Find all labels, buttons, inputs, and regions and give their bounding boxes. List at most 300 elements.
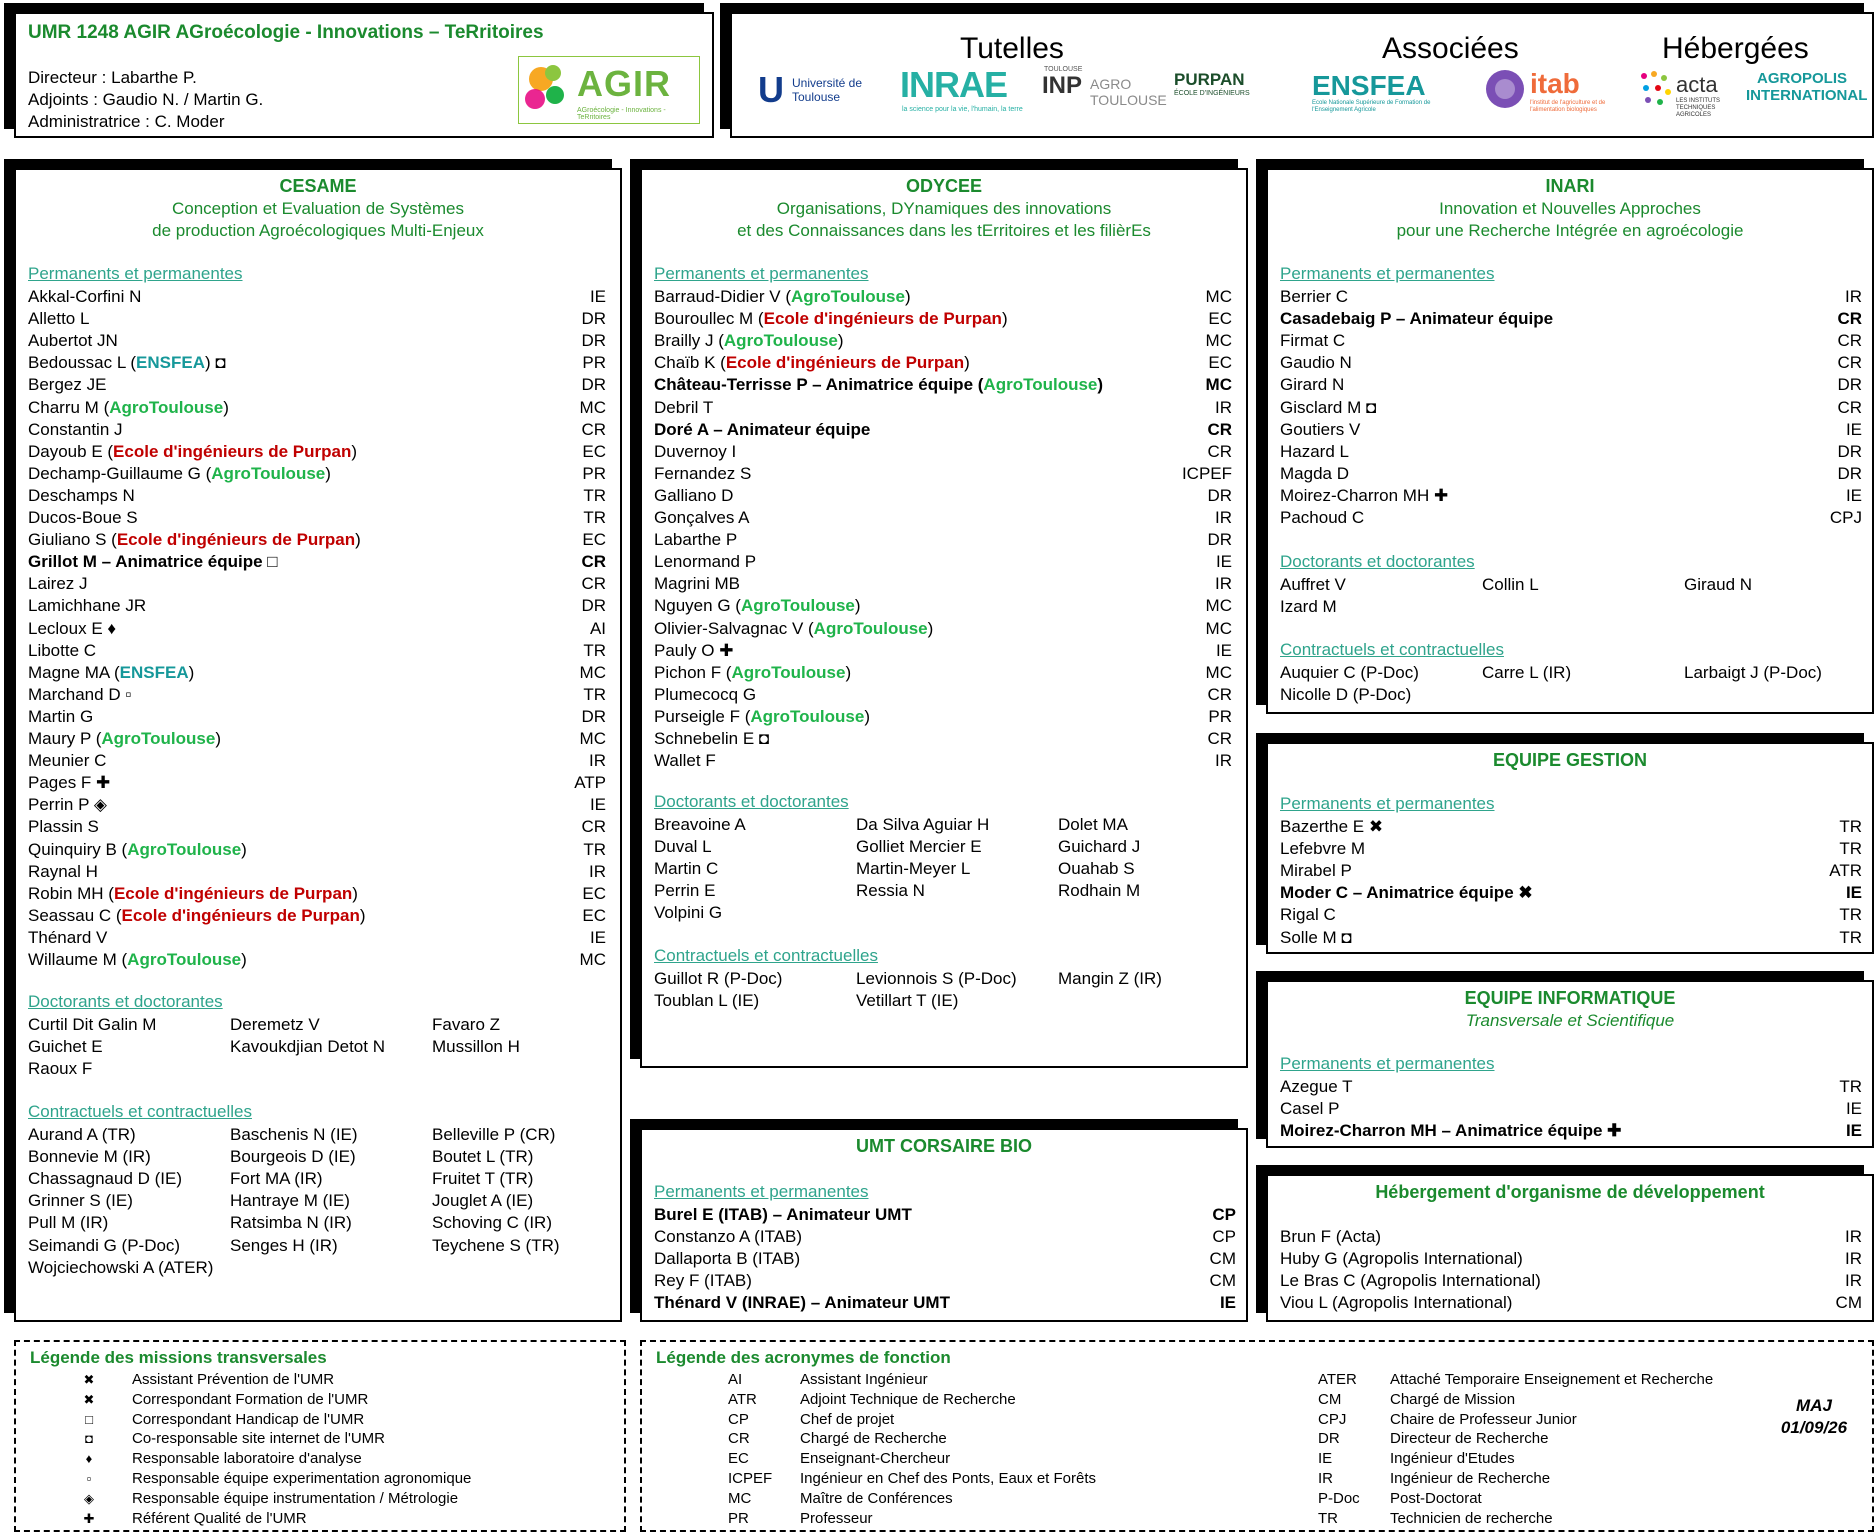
member-row [1280, 1270, 1862, 1292]
acronym-meaning: Technicien de recherche [1390, 1509, 1553, 1527]
member-row [1280, 485, 1862, 507]
update-label: MAJ [1796, 1396, 1832, 1415]
acronym-meaning: Chaire de Professeur Junior [1390, 1410, 1577, 1428]
member-name: Purseigle F ( [654, 706, 751, 726]
member-name: Lamichhane JR [28, 596, 147, 616]
member-name: Pachoud C [1280, 508, 1365, 527]
member-grade: EC [1208, 353, 1232, 373]
member-grade: DR [581, 309, 606, 329]
member-org: AgroToulouse [211, 463, 326, 483]
member-grade: ATP [574, 773, 606, 793]
tutelles-label: Tutelles [960, 32, 1064, 65]
member-grade: CR [1837, 353, 1862, 373]
cesame-subtitle-2: de production Agroécologiques Multi-Enjeux [152, 221, 484, 240]
odycee-panel [640, 168, 1248, 1068]
member-row [654, 706, 1232, 728]
gestion-title: EQUIPE GESTION [1492, 750, 1648, 770]
member-grade: TR [583, 485, 606, 505]
member-row [654, 1270, 1236, 1292]
umt-title: UMT CORSAIRE BIO [855, 1136, 1032, 1156]
member-name: Debril T [654, 397, 714, 417]
member-name: Solle M ◘ [1280, 927, 1352, 947]
member-grade: TR [1839, 1077, 1862, 1096]
member-org: Ecole d'ingénieurs de Purpan [763, 309, 1002, 329]
acronym-meaning: Chargé de Mission [1390, 1390, 1516, 1408]
cesame-doct-heading: Doctorants et doctorantes [28, 992, 223, 1011]
member-row [1280, 397, 1862, 419]
member-row [1280, 352, 1862, 374]
member-cell: Martin C [654, 859, 719, 879]
member-name-suffix: ) [964, 353, 970, 373]
member-name: Bazerthe E ✖ [1280, 817, 1384, 836]
member-cell: Mangin Z (IR) [1058, 969, 1162, 988]
acronym-meaning: Post-Doctorat [1390, 1489, 1482, 1507]
member-name: Magda D [1280, 463, 1349, 483]
member-cell: Auffret V [1280, 575, 1346, 594]
member-name: Constantin J [28, 419, 123, 439]
member-name-suffix: ) [351, 441, 358, 461]
acronym-code: CP [728, 1410, 749, 1428]
acronym-meaning: Chef de projet [800, 1410, 895, 1428]
member-cell: Guichet E [28, 1037, 103, 1057]
member-cell: Boutet L (TR) [432, 1147, 534, 1167]
member-cell: Chassagnaud D (IE) [28, 1169, 183, 1189]
member-name: Rigal C [1280, 905, 1336, 925]
member-name: Ducos-Boue S [28, 508, 138, 527]
update-date: 01/09/26 [1780, 1418, 1848, 1437]
member-grade: IE [1845, 1121, 1862, 1141]
member-grade: IR [1845, 287, 1862, 306]
ensfea-sub: Ecole Nationale Supérieure de Formation de l'Enseignement Agricole [1312, 100, 1431, 113]
member-grade: EC [582, 441, 606, 461]
member-name: Hazard L [1280, 441, 1349, 461]
member-grade: CPJ [1829, 508, 1862, 527]
member-name-suffix: ) [325, 463, 331, 483]
member-org: Ecole d'ingénieurs de Purpan [121, 905, 360, 925]
member-cell: Larbaigt J (P-Doc) [1684, 663, 1822, 682]
member-row [28, 529, 606, 551]
member-row [654, 1204, 1236, 1226]
member-row [1280, 374, 1862, 396]
member-cell: Rodhain M [1058, 881, 1141, 901]
member-name: Brun F (Acta) [1280, 1227, 1382, 1246]
member-row [28, 397, 606, 419]
member-grade: CR [581, 419, 606, 439]
odycee-subtitle-2: et des Connaissances dans les tErritoires et les filièrEs [737, 221, 1151, 240]
member-row [28, 618, 606, 640]
member-name: Meunier C [28, 751, 107, 771]
associees-label: Associées [1382, 32, 1519, 65]
member-row [28, 839, 606, 861]
inari-panel [1266, 168, 1874, 714]
member-row [654, 750, 1232, 772]
member-grade: ATR [1829, 861, 1862, 881]
member-grade: CM [1209, 1271, 1236, 1291]
member-cell: Izard M [1280, 597, 1337, 617]
member-cell: Levionnois S (P-Doc) [856, 969, 1017, 988]
member-cell: Fruitet T (TR) [432, 1169, 534, 1189]
member-name-suffix: ) [355, 530, 361, 550]
member-org: AgroToulouse [101, 729, 216, 748]
member-cell: Curtil Dit Galin M [28, 1015, 157, 1034]
acronym-code: P-Doc [1318, 1489, 1360, 1507]
member-name: Château-Terrisse P – Animatrice équipe ( [654, 375, 984, 395]
member-row [654, 286, 1232, 308]
member-cell: Bourgeois D (IE) [230, 1147, 356, 1167]
member-row [28, 728, 606, 750]
member-name: Firmat C [1280, 331, 1346, 351]
member-grade: TR [583, 839, 606, 859]
member-grade: IR [589, 751, 606, 771]
inrae-text: INRAE [900, 64, 1008, 105]
member-cell: Favaro Z [432, 1015, 501, 1034]
member-org: AgroToulouse [109, 397, 224, 417]
acronym-code: CPJ [1318, 1410, 1347, 1428]
member-cell: Fort MA (IR) [230, 1169, 323, 1189]
agro-toulouse-text: AGRO TOULOUSE [1090, 76, 1167, 108]
member-grade: EC [582, 530, 606, 550]
inrae-logo [900, 64, 1024, 120]
cesame-contr-heading: Contractuels et contractuelles [28, 1102, 252, 1121]
member-name-suffix: ) [837, 331, 844, 351]
member-row [654, 463, 1232, 485]
member-name: Charru M ( [28, 397, 110, 417]
mission-symbol: ▫ [86, 1471, 92, 1486]
member-org: AgroToulouse [127, 950, 242, 969]
member-cell: Perrin E [654, 881, 716, 901]
acronym-meaning: Chargé de Recherche [800, 1430, 947, 1448]
member-name: Lairez J [28, 574, 88, 594]
member-row [28, 551, 606, 573]
mission-label: Référent Qualité de l'UMR [132, 1509, 307, 1527]
member-cell: Senges H (IR) [230, 1235, 338, 1255]
mission-label: Responsable équipe experimentation agronomique [132, 1470, 472, 1487]
inp-text: INP [1042, 72, 1083, 99]
member-row [1280, 286, 1862, 308]
member-cell: Baschenis N (IE) [230, 1125, 358, 1144]
member-org: ENSFEA [136, 353, 206, 373]
member-row [654, 551, 1232, 573]
member-row [28, 595, 606, 617]
agropolis-logo [1746, 70, 1868, 114]
member-cell: Guichard J [1058, 837, 1141, 857]
member-row [1280, 1248, 1862, 1270]
member-row [1280, 308, 1862, 330]
director: Directeur : Labarthe P. [28, 68, 197, 87]
member-row [28, 816, 606, 838]
acronym-meaning: Directeur de Recherche [1390, 1430, 1549, 1448]
cesame-panel [14, 168, 622, 1322]
member-name: Mirabel P [1280, 861, 1352, 881]
member-grade: MC [579, 950, 606, 969]
member-row [654, 1292, 1236, 1314]
member-name: Huby G (Agropolis International) [1280, 1249, 1523, 1269]
member-grade: CR [1207, 419, 1232, 439]
member-name: Pages F ✚ [28, 773, 111, 793]
member-grade: DR [1837, 441, 1862, 461]
member-cell: Carre L (IR) [1482, 663, 1572, 682]
member-row [28, 573, 606, 595]
member-row [1280, 1226, 1862, 1248]
member-grade: CR [1837, 331, 1862, 351]
member-row [654, 485, 1232, 507]
member-name: Girard N [1280, 375, 1345, 395]
member-row [654, 419, 1232, 441]
member-row [28, 883, 606, 905]
member-name-suffix: ) [845, 662, 852, 682]
member-name-suffix: ) [927, 618, 934, 638]
member-cell: Guillot R (P-Doc) [654, 969, 783, 988]
member-name: Lefebvre M [1280, 839, 1366, 859]
univ-toulouse-mark: U [758, 69, 784, 110]
member-cell: Wojciechowski A (ATER) [28, 1257, 214, 1277]
member-name-suffix: ) [1097, 375, 1104, 395]
member-row [654, 352, 1232, 374]
member-row [28, 706, 606, 728]
member-name-suffix: ) [215, 729, 221, 748]
member-grade: CP [1212, 1227, 1236, 1247]
inari-perm-heading: Permanents et permanentes [1280, 264, 1495, 283]
member-name: Moirez-Charron MH ✚ [1280, 485, 1449, 505]
member-row [1280, 838, 1862, 860]
member-row [28, 308, 606, 330]
member-name: Dechamp-Guillaume G ( [28, 463, 212, 483]
member-grade: MC [1205, 662, 1232, 682]
inari-doct-heading: Doctorants et doctorantes [1280, 552, 1475, 571]
member-org: ENSFEA [119, 662, 189, 682]
member-row [1280, 927, 1862, 949]
acronym-code: CM [1318, 1390, 1342, 1408]
member-row [1280, 419, 1862, 441]
member-row [28, 772, 606, 794]
umt-perm-heading: Permanents et permanentes [654, 1182, 869, 1201]
inari-contr-heading: Contractuels et contractuelles [1280, 640, 1504, 659]
odycee-subtitle-1: Organisations, DYnamiques des innovations [776, 199, 1112, 218]
ensfea-logo [1312, 70, 1452, 114]
member-row [654, 330, 1232, 352]
member-name: Dallaporta B (ITAB) [654, 1249, 801, 1269]
inari-subtitle-1: Innovation et Nouvelles Approches [1439, 199, 1701, 218]
member-grade: EC [1208, 309, 1232, 329]
legend-acronyms-title: Légende des acronymes de fonction [656, 1348, 951, 1367]
member-name: Constanzo A (ITAB) [654, 1227, 803, 1247]
member-name: Martin G [28, 706, 94, 726]
acta-sub: LES INSTITUTS TECHNIQUES AGRICOLES [1676, 98, 1721, 118]
hebergees-label: Hébergées [1662, 32, 1809, 65]
member-row [1280, 882, 1862, 904]
member-row [654, 662, 1232, 684]
info-panel [1266, 980, 1874, 1148]
member-name-suffix: ) [1001, 309, 1008, 329]
member-org: Ecole d'ingénieurs de Purpan [116, 530, 356, 550]
member-cell: Volpini G [654, 903, 723, 923]
member-grade: IE [1845, 485, 1862, 505]
member-cell: Dolet MA [1058, 815, 1128, 834]
member-row [654, 595, 1232, 617]
mission-symbol: ✖ [83, 1372, 95, 1387]
member-cell: Teychene S (TR) [432, 1235, 560, 1255]
member-grade: EC [582, 905, 606, 925]
member-name: Magrini MB [654, 574, 740, 594]
member-grade: MC [1205, 287, 1232, 306]
member-org: AgroToulouse [740, 596, 855, 616]
member-row [28, 286, 606, 308]
member-grade: IE [1215, 640, 1232, 660]
acronym-code: AI [728, 1371, 743, 1388]
member-cell: Hantraye M (IE) [230, 1191, 350, 1211]
partners-panel [730, 12, 1874, 138]
member-cell: Ressia N [856, 881, 925, 901]
member-cell: Bonnevie M (IR) [28, 1147, 151, 1167]
member-grade: IE [1845, 883, 1862, 903]
member-row [28, 927, 606, 949]
member-grade: DR [1837, 463, 1862, 483]
member-cell: Kavoukdjian Detot N [230, 1037, 385, 1057]
member-name: Aubertot JN [28, 331, 118, 351]
member-name: Pauly O ✚ [654, 640, 734, 660]
member-row [1280, 1076, 1862, 1098]
member-name: Alletto L [28, 309, 90, 329]
member-grade: MC [1205, 596, 1232, 616]
member-name: Burel E (ITAB) – Animateur UMT [654, 1205, 912, 1224]
member-grade: DR [581, 331, 606, 351]
member-cell: Giraud N [1684, 575, 1753, 594]
member-grade: EC [582, 883, 606, 903]
member-name: Nguyen G ( [654, 596, 741, 616]
member-row [28, 640, 606, 662]
acronym-meaning: Ingénieur d'Etudes [1390, 1450, 1515, 1468]
legend-missions-title: Légende des missions transversales [30, 1348, 327, 1367]
member-grade: IR [1845, 1249, 1862, 1269]
deputies: Adjoints : Gaudio N. / Martin G. [28, 90, 264, 109]
member-cell: Nicolle D (P-Doc) [1280, 685, 1412, 705]
member-cell: Breavoine A [654, 815, 746, 834]
member-grade: IE [1219, 1293, 1236, 1313]
member-cell: Da Silva Aguiar H [856, 815, 990, 834]
acronym-code: PR [728, 1509, 749, 1527]
member-row [1280, 860, 1862, 882]
member-row [654, 397, 1232, 419]
member-name: Olivier-Salvagnac V ( [654, 618, 814, 638]
inari-subtitle-2: pour une Recherche Intégrée en agroécologie [1396, 221, 1744, 240]
member-cell: Raoux F [28, 1059, 93, 1079]
itab-text: itab [1530, 68, 1580, 99]
member-grade: IR [1215, 508, 1232, 527]
inp-logo [1042, 66, 1167, 118]
agir-logo-text: AGIR [577, 63, 671, 104]
member-org: AgroToulouse [731, 662, 846, 682]
univ-toulouse-text: Université de Toulouse [792, 76, 863, 104]
mission-label: Correspondant Handicap de l'UMR [132, 1410, 365, 1428]
member-cell: Seimandi G (P-Doc) [28, 1235, 181, 1255]
member-grade: MC [1205, 618, 1232, 638]
member-grade: CR [1207, 441, 1232, 461]
member-name: Perrin P ◈ [28, 795, 107, 815]
member-grade: CR [1837, 397, 1862, 417]
member-row [1280, 507, 1862, 529]
mission-label: Responsable laboratoire d'analyse [132, 1450, 362, 1468]
member-cell: Martin-Meyer L [856, 859, 971, 879]
cesame-perm-heading: Permanents et permanentes [28, 264, 243, 283]
member-row [654, 573, 1232, 595]
member-cell: Duval L [654, 837, 712, 857]
gestion-perm-heading: Permanents et permanentes [1280, 794, 1495, 813]
member-grade: CR [1837, 309, 1862, 329]
acronym-meaning: Enseignant-Chercheur [800, 1450, 951, 1468]
acronym-code: EC [728, 1450, 749, 1468]
member-grade: TR [583, 640, 606, 660]
member-name: Akkal-Corfini N [28, 287, 142, 306]
legend-acronyms-panel [640, 1340, 1874, 1532]
member-grade: MC [1205, 375, 1232, 395]
member-grade: CM [1835, 1293, 1862, 1313]
odycee-perm-heading: Permanents et permanentes [654, 264, 869, 283]
member-grade: DR [1207, 485, 1232, 505]
member-cell: Golliet Mercier E [856, 837, 982, 857]
member-name: Gisclard M ◘ [1280, 397, 1377, 417]
mission-label: Co-responsable site internet de l'UMR [132, 1430, 385, 1448]
inari-title: INARI [1545, 176, 1595, 196]
member-grade: IE [1845, 419, 1862, 439]
purpan-sub: ÉCOLE D'INGÉNIEURS [1174, 90, 1250, 97]
member-row [1280, 330, 1862, 352]
member-name: Fernandez S [654, 463, 752, 483]
member-name: Labarthe P [654, 530, 738, 550]
member-grade: DR [1207, 530, 1232, 550]
member-cell: Grinner S (IE) [28, 1191, 133, 1211]
member-row [28, 507, 606, 529]
member-org: Ecole d'ingénieurs de Purpan [113, 441, 352, 461]
member-cell: Aurand A (TR) [28, 1125, 136, 1144]
member-row [1280, 1120, 1862, 1142]
member-name-suffix: ) [864, 706, 870, 726]
member-row [1280, 904, 1862, 926]
member-grade: TR [1839, 927, 1862, 947]
member-row [28, 463, 606, 485]
member-name: Dayoub E ( [28, 441, 114, 461]
member-name-suffix: ) [223, 397, 229, 417]
mission-symbol: ✖ [83, 1391, 95, 1407]
member-grade: MC [1205, 331, 1232, 351]
member-grade: TR [1839, 817, 1862, 836]
member-grade: PR [1208, 706, 1232, 726]
cesame-title: CESAME [279, 176, 357, 196]
mission-symbol: ♦ [85, 1451, 93, 1467]
member-name: Viou L (Agropolis International) [1280, 1293, 1513, 1313]
member-cell: Jouglet A (IE) [432, 1191, 534, 1211]
member-name: Schnebelin E ◘ [654, 729, 770, 748]
member-name-suffix: ) [241, 950, 247, 969]
info-subtitle: Transversale et Scientifique [1465, 1011, 1675, 1030]
member-row [654, 507, 1232, 529]
member-cell: Schoving C (IR) [432, 1213, 552, 1233]
member-name: Plumecocq G [654, 684, 757, 704]
member-name: Moder C – Animatrice équipe ✖ [1280, 883, 1533, 903]
agropolis-text: AGROPOLIS INTERNATIONAL [1746, 70, 1868, 104]
member-grade: CP [1212, 1205, 1236, 1224]
member-grade: IR [1215, 574, 1232, 594]
member-name: Chaïb K ( [654, 353, 726, 373]
member-name: Le Bras C (Agropolis International) [1280, 1271, 1541, 1291]
acronym-code: TR [1318, 1509, 1338, 1527]
univ-toulouse-logo [758, 70, 878, 110]
member-grade: TR [583, 508, 606, 527]
odycee-title: ODYCEE [905, 176, 983, 196]
member-name: Casadebaig P – Animateur équipe [1280, 309, 1554, 329]
acronym-meaning: Maître de Conférences [800, 1489, 953, 1507]
member-name: Doré A – Animateur équipe [654, 419, 871, 439]
member-name: Rey F (ITAB) [654, 1271, 752, 1291]
